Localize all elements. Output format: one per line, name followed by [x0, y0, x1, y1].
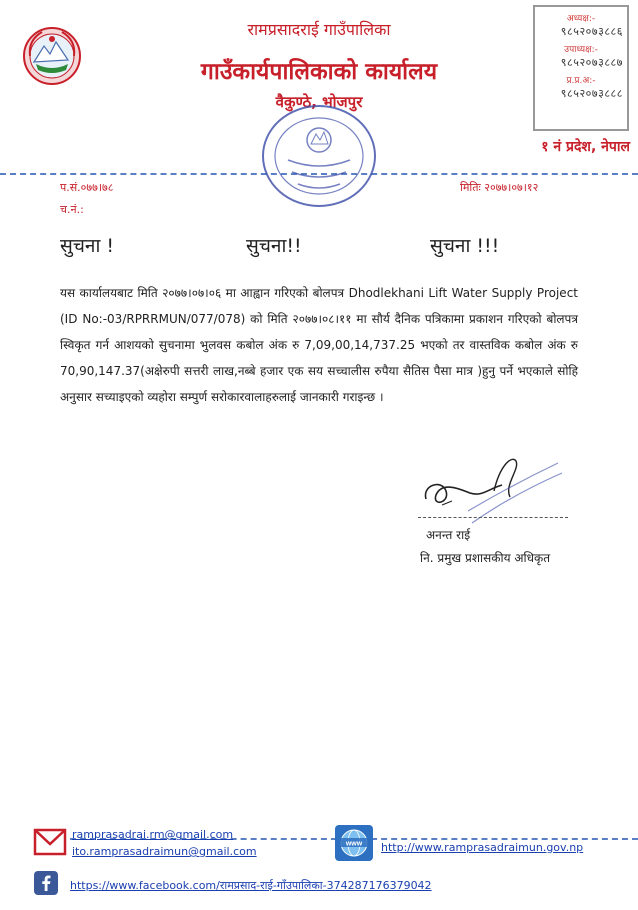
- office-stamp-icon: [258, 100, 380, 212]
- contact-phone-cao: ९८५२०७३८८८: [560, 87, 623, 100]
- reference-number: प.सं.०७७।७८: [60, 181, 114, 194]
- contact-label-vice-chair: उपाध्यक्ष:-: [564, 45, 598, 55]
- province-name: १ नं प्रदेश, नेपाल: [541, 139, 630, 155]
- website-link[interactable]: http://www.ramprasadraimun.gov.np: [381, 841, 584, 854]
- facebook-icon: [34, 871, 58, 895]
- contact-label-chair: अध्यक्ष:-: [566, 14, 596, 24]
- letter-date: मितिः २०७७।०७।१२: [460, 181, 539, 194]
- signatory-name: अनन्त राई: [426, 528, 471, 542]
- notice-body: यस कार्यालयबाट मिति २०७७।०७।०६ मा आह्वान गरिएको बोलपत्र Dhodlekhani Lift Water Supply Project (ID No:-03/RPRRMUN/077/078) को मिति २०७७।०८।११ मा सौर्य दैनिक पत्रिकामा प्रकाशन गरिएको बोलपत्र स्विकृत गर्न आशयको सुचनामा भुलवस कबोल अंक रु 7,09,00,14,737.25 भएको तर वास्तविक कबोल अंक रु 70,90,147.37(अक्षेरुपी सत्तरी लाख,नब्बे हजार एक सय सच्चालीस रुपैया सैतिस पैसा मात्र )हुनु पर्ने भएकाले सोहि अनुसार सच्याइएको व्यहोरा सम्पुर्ण सरोकारवालाहरुलाई जानकारी गराइन्छ ।: [60, 286, 578, 404]
- dispatch-number: च.नं.:: [60, 203, 84, 216]
- notice-heading-1: सुचना !: [60, 235, 115, 257]
- signatory-title: नि. प्रमुख प्रशासकीय अधिकृत: [420, 551, 551, 565]
- contact-phone-vice-chair: ९८५२०७३८८७: [560, 56, 623, 69]
- email-link-2[interactable]: ito.ramprasadraimun@gmail.com: [72, 845, 257, 858]
- svg-text:www: www: [345, 840, 363, 848]
- office-name: गाउँकार्यपालिकाको कार्यालय: [200, 59, 438, 85]
- contact-phone-chair: ९८५२०७३८८६: [560, 25, 623, 38]
- notice-heading-3: सुचना !!!: [430, 235, 500, 257]
- email-link-1[interactable]: ramprasadrai.rm@gmail.com: [72, 828, 234, 841]
- facebook-link[interactable]: https://www.facebook.com/रामप्रसाद-राई-गाँउपालिका-374287176379042: [70, 879, 432, 892]
- office-location: वैकुण्ठे, भोजपुर: [275, 93, 363, 111]
- signature-icon: [412, 445, 572, 525]
- notice-heading-2: सुचना!!: [246, 235, 302, 257]
- signature-line: [418, 517, 568, 518]
- email-icon: [33, 826, 67, 858]
- contact-box: [533, 5, 629, 131]
- contact-label-cao: प्र.प्र.अ:-: [566, 76, 596, 86]
- municipality-name: रामप्रसादराई गाउँपालिका: [247, 20, 391, 39]
- globe-icon: [334, 824, 374, 862]
